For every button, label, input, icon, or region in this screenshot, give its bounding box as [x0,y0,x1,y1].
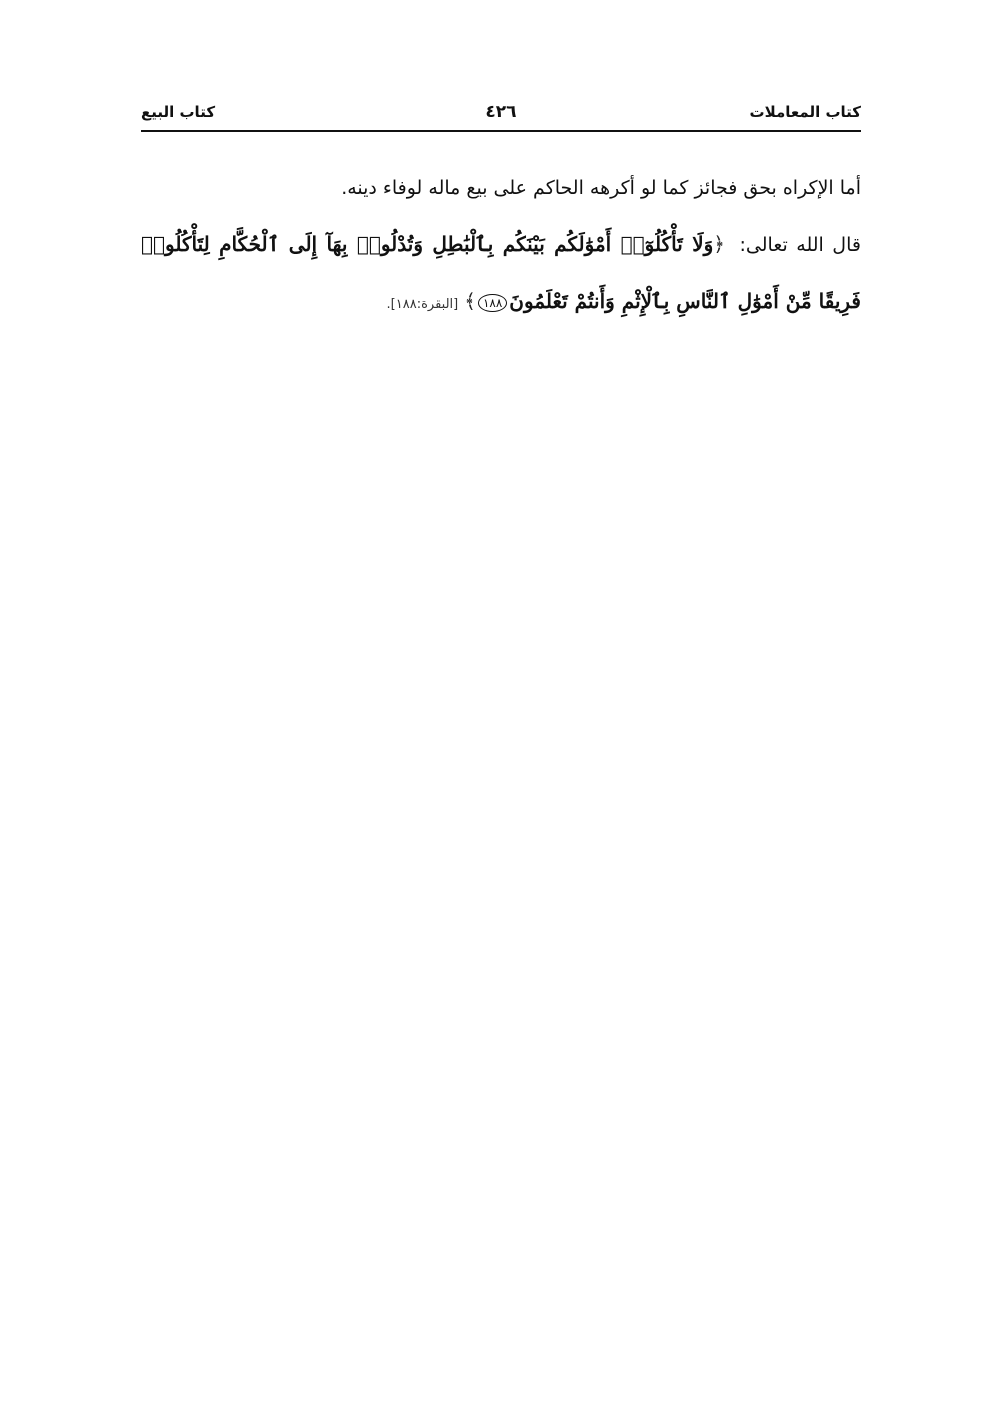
quran-open-bracket: ﴿ [713,232,725,256]
paragraph-quran-quote [141,216,861,333]
verse-number-marker: ١٨٨ [478,294,507,312]
quran-close-bracket: ﴾ [464,289,476,313]
page-header [141,96,861,132]
book-section-title: كتاب المعاملات [749,103,861,121]
verse-citation: [البقرة:١٨٨]. [386,297,459,312]
chapter-title: كتاب البيع [141,103,216,121]
paragraph-coercion-ruling: أما الإكراه بحق فجائز كما لو أكرهه الحاكم على بيع ماله لوفاء دينه. [341,177,861,199]
page-number: ٤٢٦ [485,102,517,122]
quran-verse: وَلَا تَأْكُلُوٓا۟ أَمْوَٰلَكُم بَيْنَكُم بِٱلْبَٰطِلِ وَتُدْلُوا۟ بِهَآ إِلَى ٱلْحُكَّامِ لِتَأْكُلُوا۟ فَرِيقًا مِّنْ أَمْوَٰلِ ٱلنَّاسِ بِٱلْإِثْمِ وَأَنتُمْ تَعْلَمُونَ [141,232,861,313]
page-body [141,160,861,333]
quote-intro: قال الله تعالى: [739,234,861,256]
